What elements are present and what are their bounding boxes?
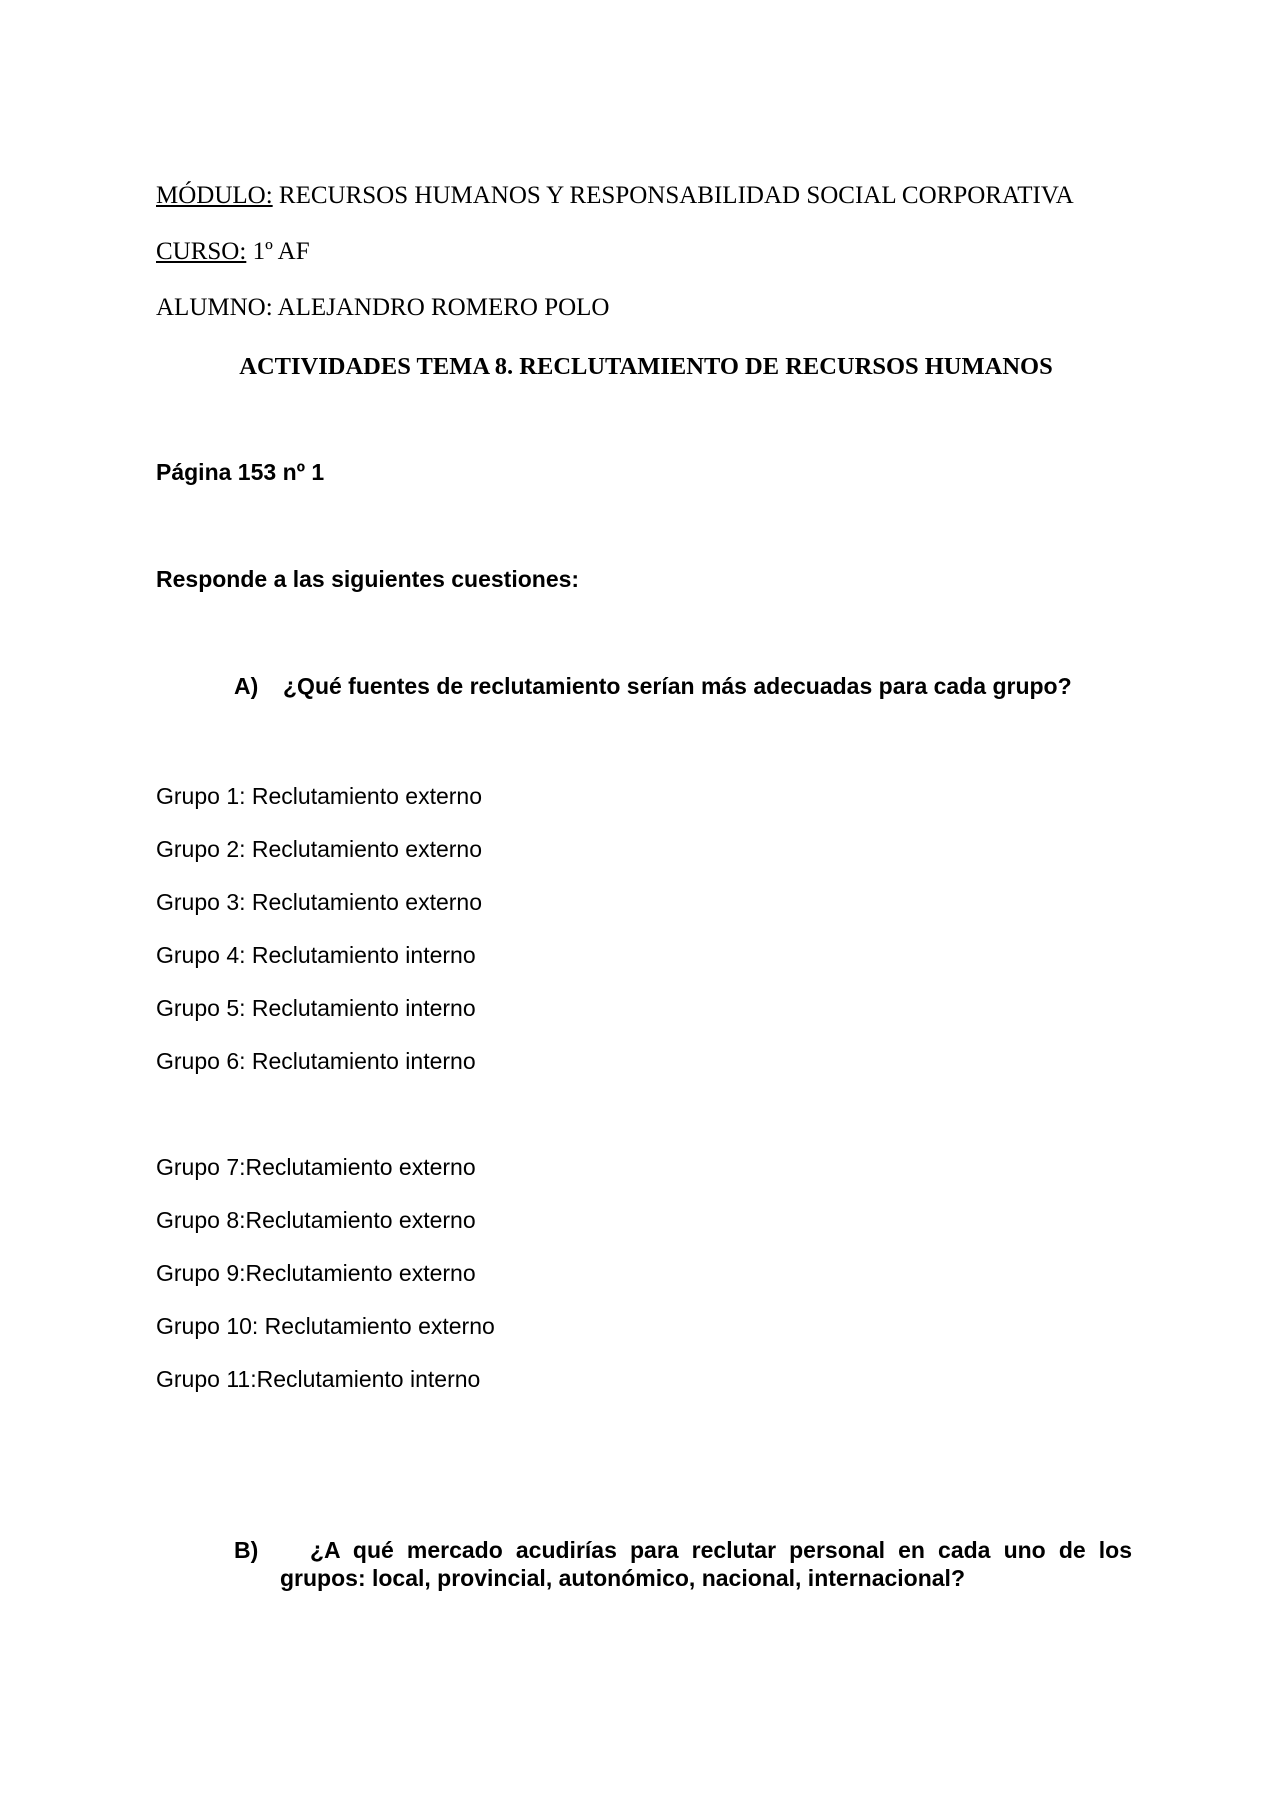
curso-line xyxy=(156,237,310,267)
modulo-label: MÓDULO: xyxy=(156,182,273,209)
question-b-line-1: ¿A qué mercado acudirías para reclutar personal en cada uno de los xyxy=(310,1537,1132,1563)
list-item-grupo-3: Grupo 3: Reclutamiento externo xyxy=(156,889,483,915)
alumno-line: ALUMNO: ALEJANDRO ROMERO POLO xyxy=(156,294,610,321)
curso-label: CURSO: xyxy=(156,238,247,265)
list-item-grupo-9: Grupo 9:Reclutamiento externo xyxy=(156,1260,476,1286)
list-item-grupo-6: Grupo 6: Reclutamiento interno xyxy=(156,1048,476,1074)
list-item-grupo-1: Grupo 1: Reclutamiento externo xyxy=(156,783,483,809)
list-item-grupo-11: Grupo 11:Reclutamiento interno xyxy=(156,1366,481,1392)
question-b-letter: B) xyxy=(234,1537,259,1563)
question-b-text xyxy=(280,1536,1132,1592)
question-b-line-2: grupos: local, provincial, autonómico, nacional, internacional? xyxy=(280,1565,965,1591)
question-a-text: ¿Qué fuentes de reclutamiento serían más adecuadas para cada grupo? xyxy=(283,673,1072,699)
instruction: Responde a las siguientes cuestiones: xyxy=(156,566,580,592)
list-item-grupo-5: Grupo 5: Reclutamiento interno xyxy=(156,995,476,1021)
list-item-grupo-8: Grupo 8:Reclutamiento externo xyxy=(156,1207,476,1233)
list-item-grupo-7: Grupo 7:Reclutamiento externo xyxy=(156,1154,476,1180)
modulo-value: RECURSOS HUMANOS Y RESPONSABILIDAD SOCIAL CORPORATIVA xyxy=(272,182,1074,209)
list-item-grupo-10: Grupo 10: Reclutamiento externo xyxy=(156,1313,495,1339)
page-reference: Página 153 nº 1 xyxy=(156,459,325,485)
document-title: ACTIVIDADES TEMA 8. RECLUTAMIENTO DE RECURSOS HUMANOS xyxy=(239,353,1053,380)
modulo-line xyxy=(156,181,1074,211)
curso-value: 1º AF xyxy=(246,238,310,265)
list-item-grupo-4: Grupo 4: Reclutamiento interno xyxy=(156,942,476,968)
question-a-letter: A) xyxy=(234,673,259,699)
list-item-grupo-2: Grupo 2: Reclutamiento externo xyxy=(156,836,483,862)
